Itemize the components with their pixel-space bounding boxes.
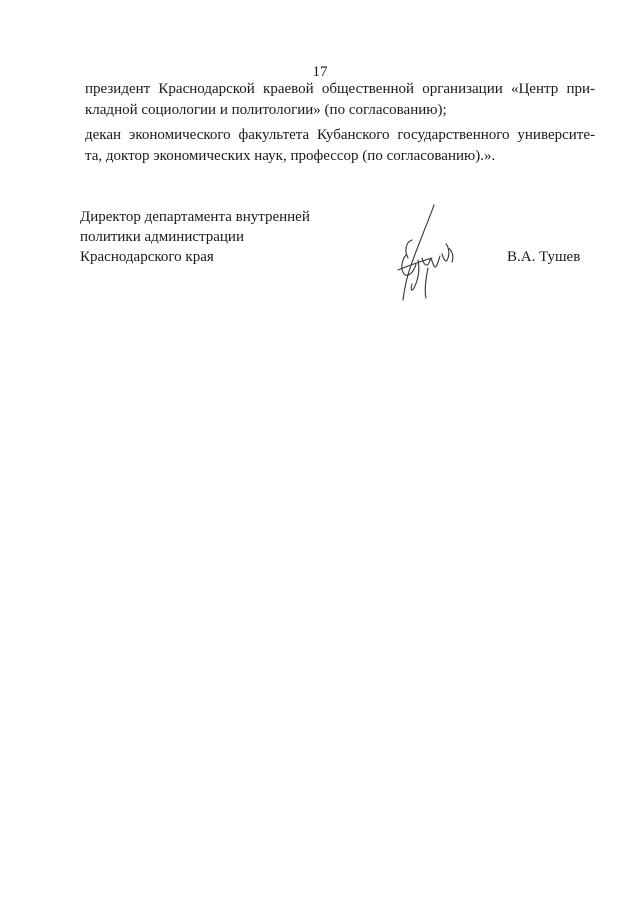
paragraph-line: та, доктор экономических наук, профессор (по согласованию).». xyxy=(85,148,496,164)
paragraph-president xyxy=(85,79,595,121)
paragraph-dean xyxy=(85,125,595,167)
signatory-title-line: Директор департамента внутренней xyxy=(80,209,310,225)
signatory-title-line: политики администрации xyxy=(80,229,244,245)
paragraph-line: декан экономического факультета Кубанского государственного университе- xyxy=(85,127,595,143)
page-number: 17 xyxy=(312,64,328,80)
paragraph-line: кладной социологии и политологии» (по согласованию); xyxy=(85,102,447,118)
signatory-title-line: Краснодарского края xyxy=(80,249,214,265)
handwritten-signature-icon xyxy=(388,200,468,310)
signatory-name: В.А. Тушев xyxy=(507,249,581,265)
paragraph-line: президент Краснодарской краевой общественной организации «Центр при- xyxy=(85,81,595,97)
signatory-title xyxy=(80,207,310,267)
